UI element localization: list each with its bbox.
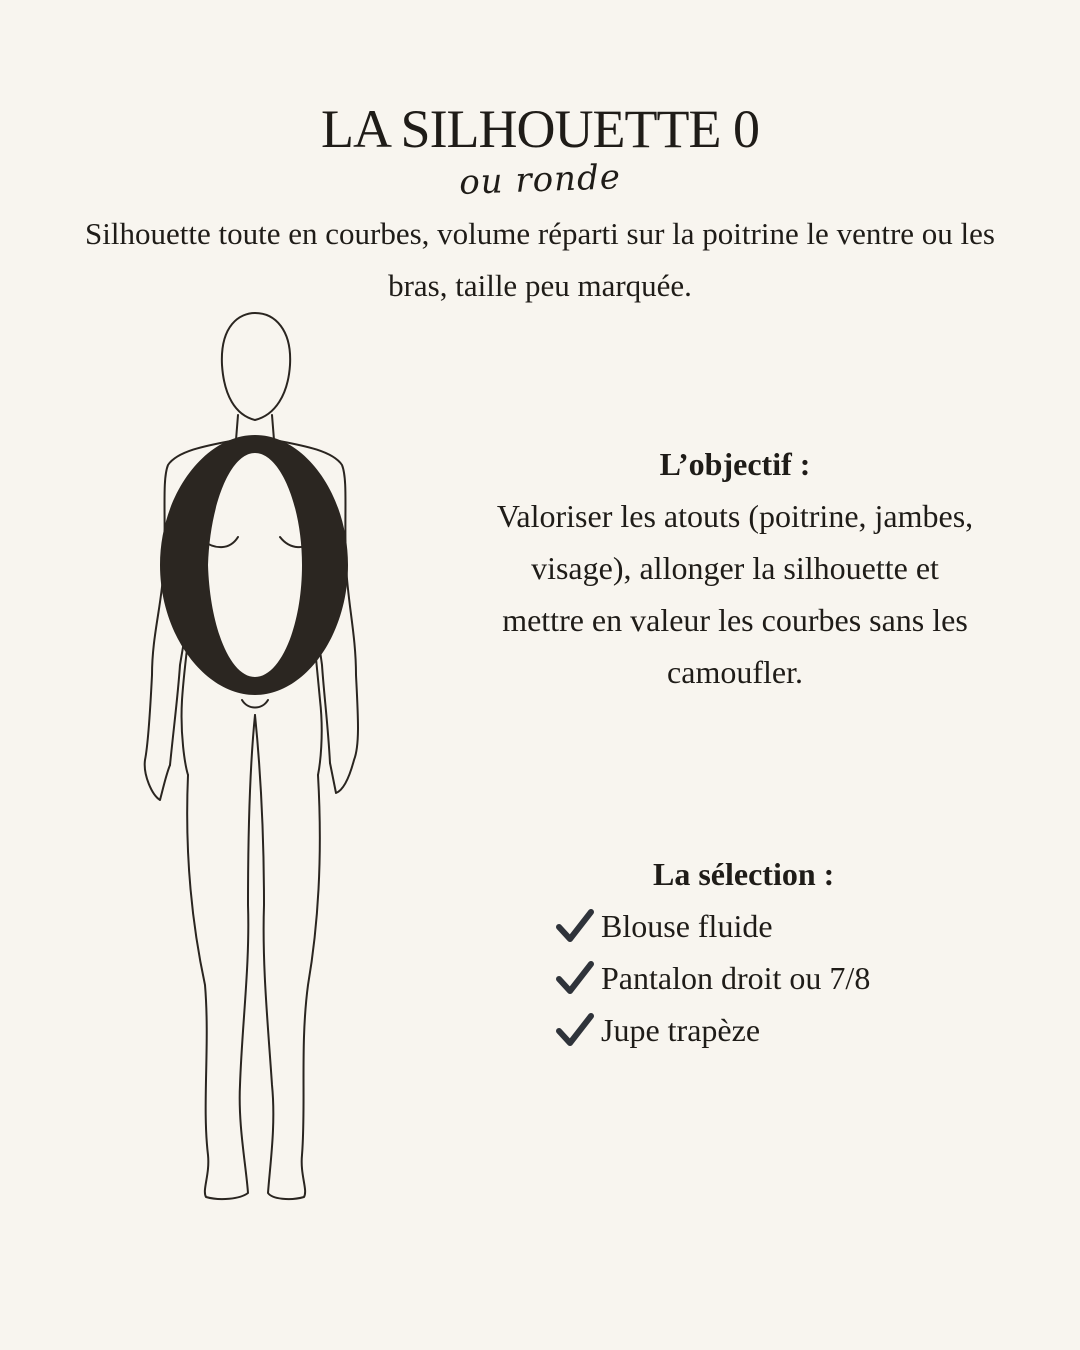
check-icon <box>555 1010 595 1050</box>
page-subtitle: ou ronde <box>458 157 622 203</box>
check-icon <box>555 906 595 946</box>
selection-item-label: Blouse fluide <box>601 908 773 944</box>
goal-heading: L’objectif : <box>659 446 811 482</box>
o-shape <box>160 435 348 695</box>
goal-text: Valoriser les atouts (poitrine, jambes, visage), allonger la silhouette et mettre en valeur les courbes sans les camoufler. <box>496 498 974 690</box>
list-item <box>555 952 1005 1004</box>
body-figure-illustration <box>130 305 370 1205</box>
page-title: LA SILHOUETTE 0 <box>321 99 759 159</box>
goal-section <box>495 438 975 698</box>
selection-heading: La sélection : <box>653 856 835 892</box>
description: Silhouette toute en courbes, volume réparti sur la poitrine le ventre ou les bras, taille peu marquée. <box>85 216 995 303</box>
list-item <box>555 1004 1005 1056</box>
list-item <box>555 900 1005 952</box>
selection-section <box>555 848 1005 1056</box>
selection-item-label: Pantalon droit ou 7/8 <box>601 960 871 996</box>
selection-item-label: Jupe trapèze <box>601 1012 761 1048</box>
check-icon <box>555 958 595 998</box>
